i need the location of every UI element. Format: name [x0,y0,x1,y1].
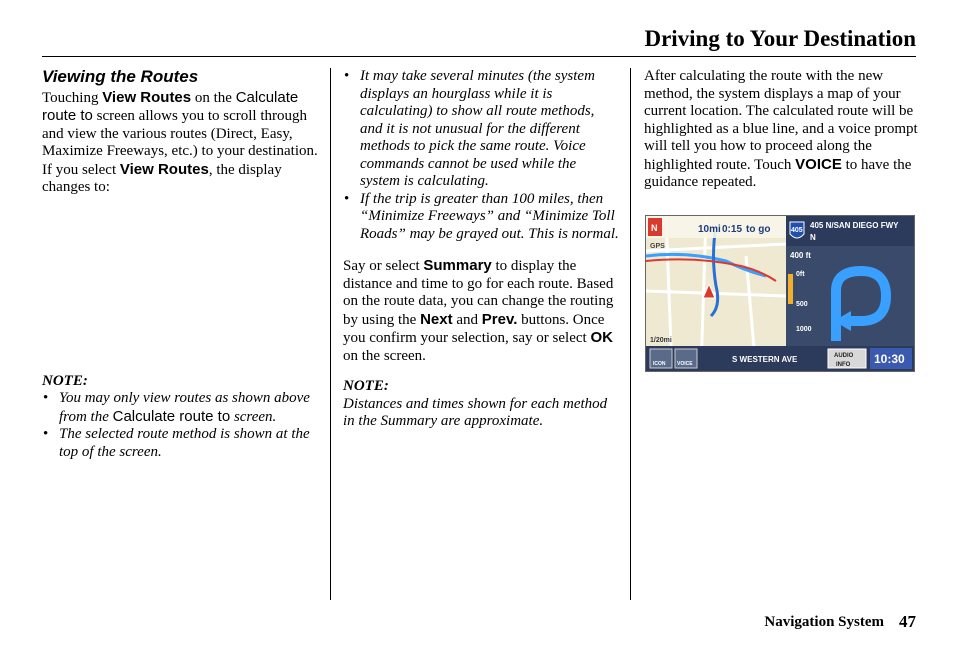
voice-term: VOICE [795,155,842,173]
current-street: S WESTERN AVE [732,355,798,364]
view-routes-term-2: View Routes [119,160,209,178]
shield-number: 405 [791,227,803,234]
text-guidance-end: to have the guidance repeated. [644,156,912,190]
note1-a: You may only view routes as shown above from the [59,390,310,425]
text-and: and [456,311,479,328]
note-list [42,390,320,461]
header-rule [42,56,916,57]
distance-next-turn: 400 ft [790,251,811,260]
text-say-select: Say or select [343,258,420,274]
map-scale: 1/20mi [650,337,672,344]
note-text-2: Distances and times shown for each method in the Summary are approximate. [343,395,608,429]
footer-label: Navigation System [764,614,884,630]
page-header-title: Driving to Your Destination [644,26,916,51]
bar-label-500: 500 [796,301,808,308]
calculate-route-term-note: Calculate route to [112,407,231,425]
note-item-1 [42,390,320,426]
page-number: 47 [899,612,916,631]
section-heading: Viewing the Routes [42,67,199,86]
text-changes: , the display changes to: [42,161,282,195]
column-2 [343,68,619,431]
note-label: NOTE: [42,372,88,389]
icon-button-label: ICON [653,361,666,367]
note-item-2: • The selected route method is shown at the top of the screen. [42,426,320,461]
summary-paragraph [343,257,619,365]
highway-name: 405 N/SAN DIEGO FWY [810,221,899,230]
view-routes-term: View Routes [102,88,192,106]
column-3 [644,68,920,192]
time-to-go: 0:15 [722,224,743,235]
bullet-list [343,68,619,243]
calculate-route-term: Calculate route to [42,88,299,124]
column-divider-2 [630,68,631,600]
bullet-item-2: • If the trip is greater than 100 miles, then “Minimize Freeways” and “Minimize Toll Roads” may be grayed out. This is normal. [343,191,619,244]
note1-b: screen. [233,408,277,425]
highway-direction: N [810,233,816,242]
distance-bar [788,274,793,304]
text-summary-end: on the screen. [343,347,426,364]
gps-label: GPS [650,243,665,250]
distance-to-go: 10mi [698,224,721,235]
bullet-item-1: • It may take several minutes (the system displays an hourglass while it is calculating) to show all route methods, and it is not unusual for the different methods to pick the same route. Voice commands cannot be used while the system is calculating. [343,68,619,191]
info-label: INFO [836,362,851,368]
next-term: Next [420,310,453,328]
bar-label-0: 0ft [796,271,805,278]
guidance-paragraph [644,68,920,192]
column-1 [42,68,320,461]
audio-label: AUDIO [834,353,854,359]
prev-term: Prev. [481,310,518,328]
text-guidance: After calculating the route with the new method, the system displays a map of your current location. The calculated route will be highlighted as a blue line, and a voice prompt will tell you how to proceed along the highlighted route. Touch [644,68,918,173]
text-on-the: on the [194,89,232,106]
intro-paragraph [42,89,320,197]
text-touching: Touching [42,89,99,106]
column-divider-1 [330,68,331,600]
navigation-screen-svg [646,216,914,371]
summary-term: Summary [423,257,492,274]
voice-button-label: VOICE [677,361,693,367]
compass-label: N [651,223,658,233]
spacer [42,197,320,373]
text-summary-mid2: buttons. Once you confirm your selection, say or select [343,311,605,346]
ok-term: OK [590,329,613,346]
bar-label-1000: 1000 [796,326,812,333]
navigation-screen-image [645,215,915,372]
text-summary-mid: to display the distance and time to go for each route. Based on the route data, you can change the routing by using the [343,258,614,328]
clock: 10:30 [874,352,905,366]
note-label-2: NOTE: [343,378,389,394]
to-go-label: to go [746,224,771,235]
text-body: screen allows you to scroll through and view the various routes (Direct, Easy, Maximize Freeways, etc.) to your destination. If you select [42,108,318,178]
